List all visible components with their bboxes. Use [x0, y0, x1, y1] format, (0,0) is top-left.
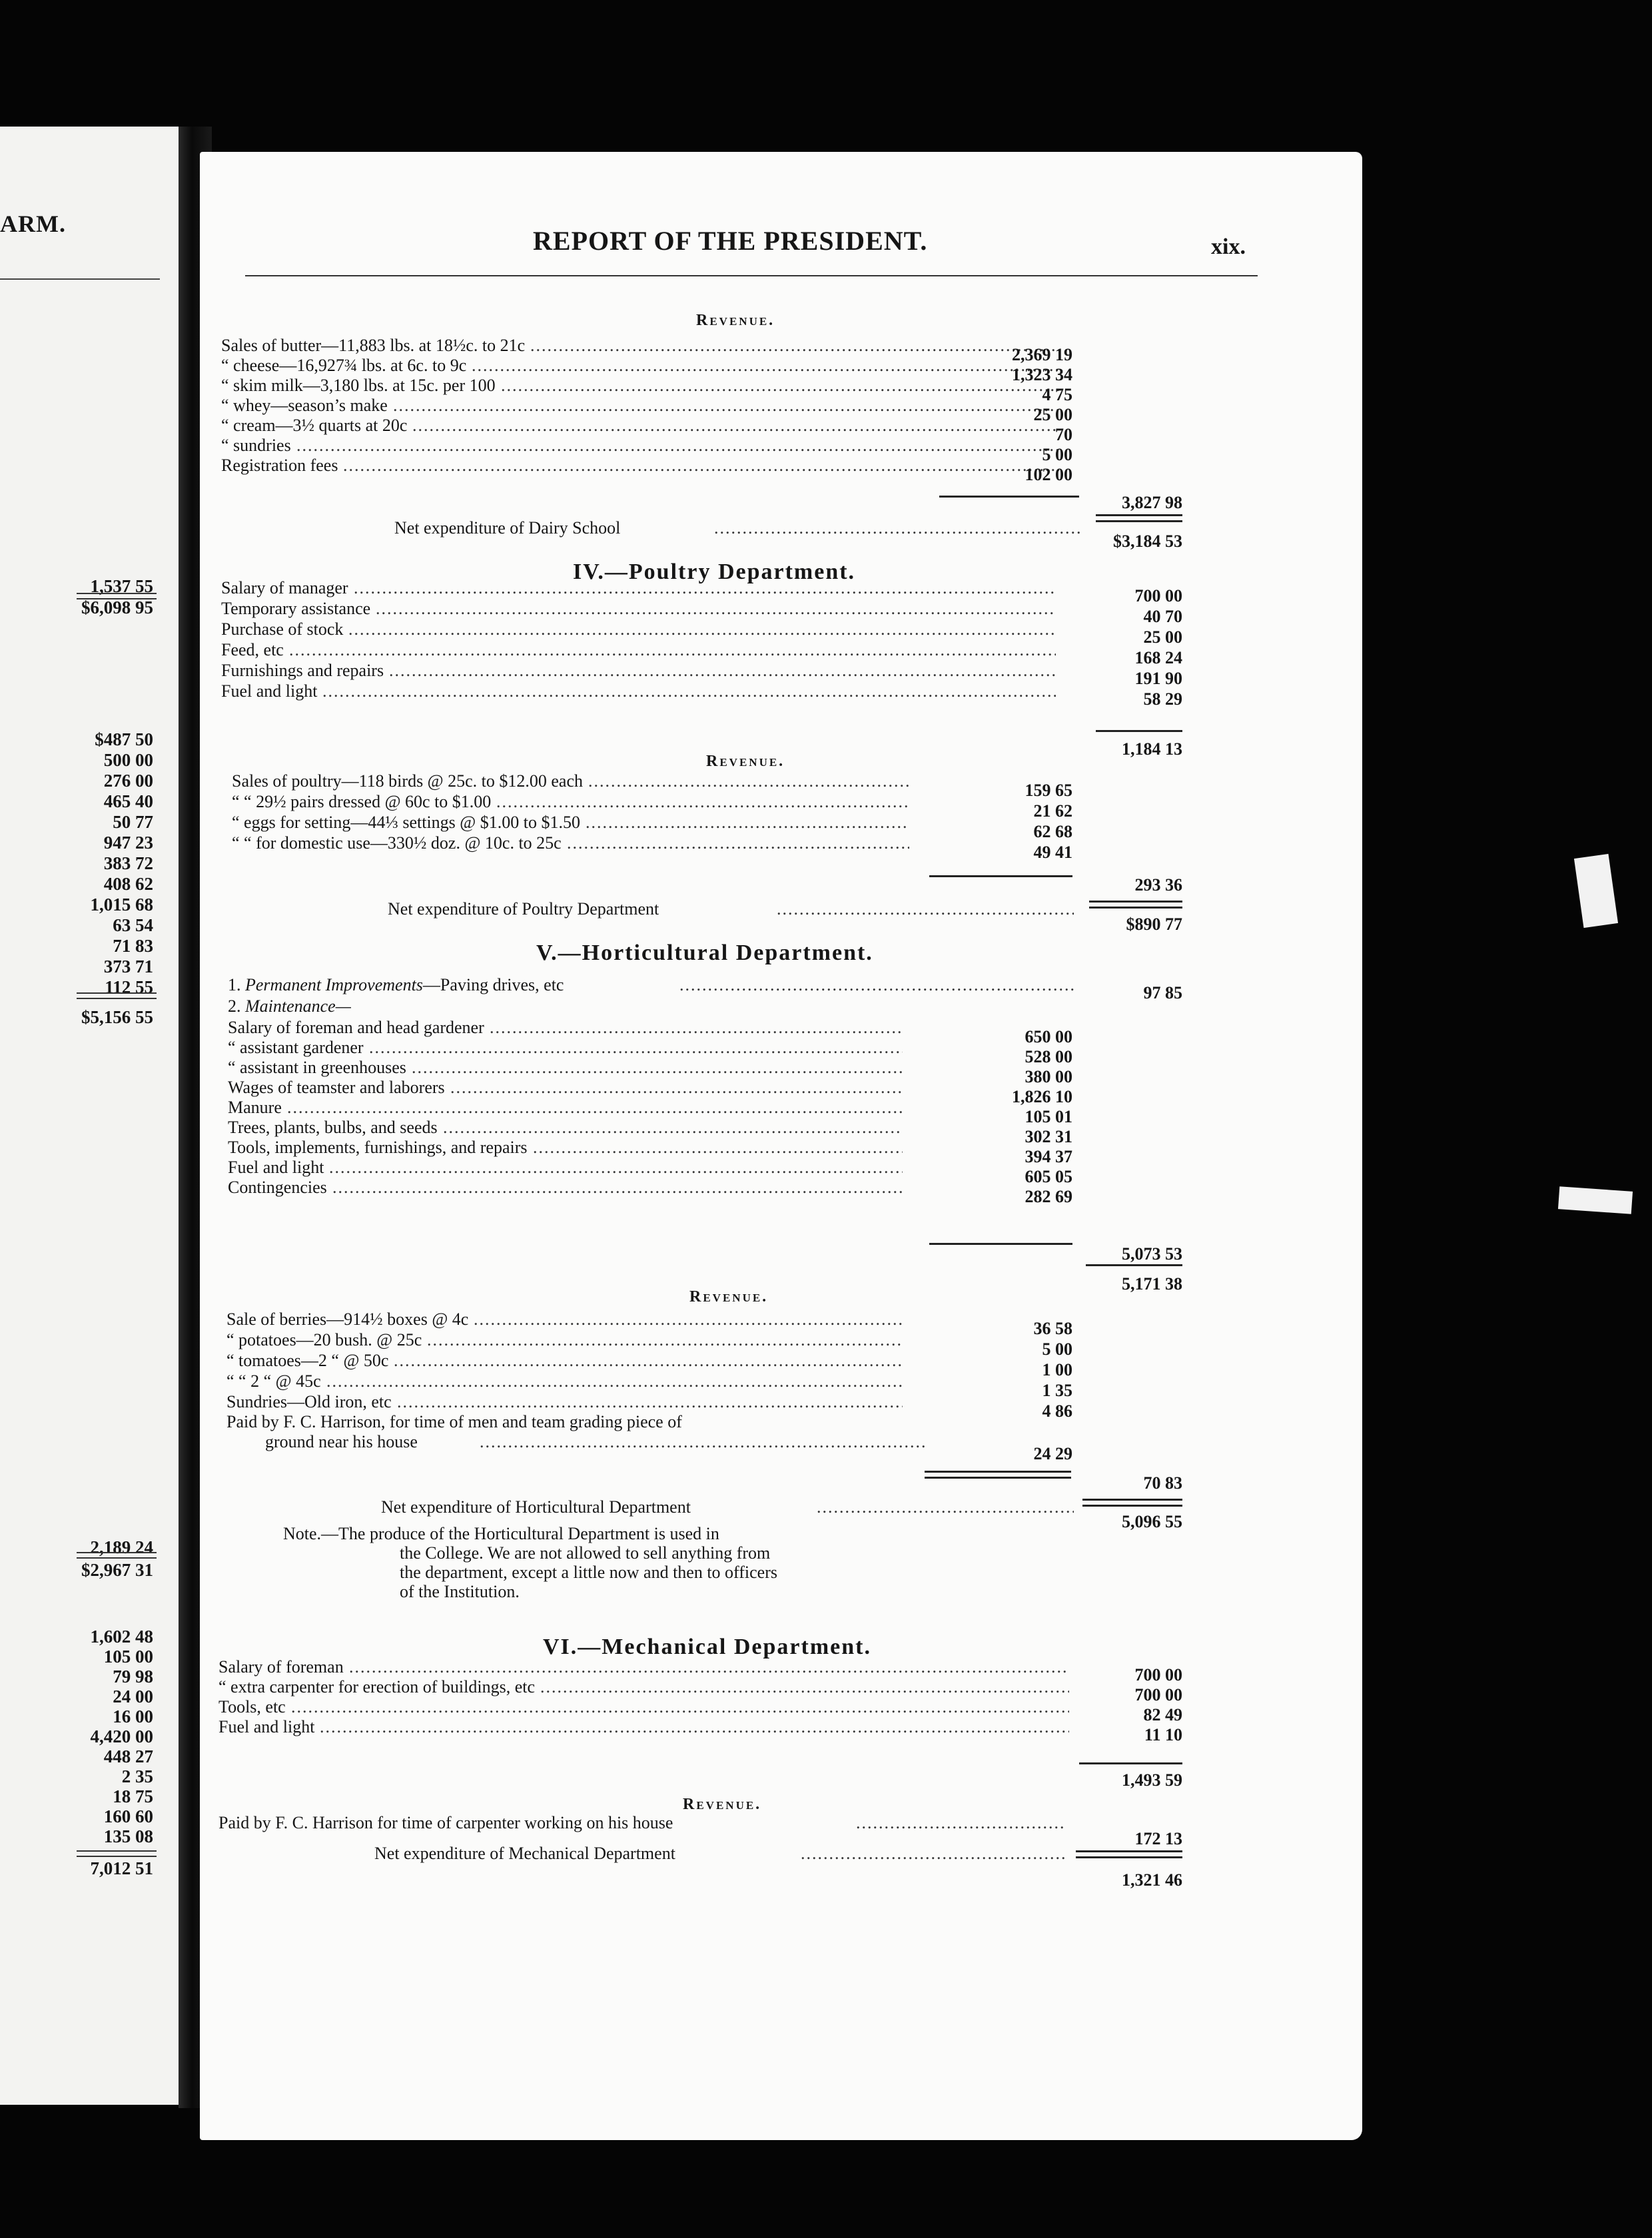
note-line: Note.—The produce of the Horticultural Department is used in: [283, 1524, 719, 1543]
row-leader: [533, 1138, 903, 1158]
row-value: 528 00: [1025, 1047, 1072, 1066]
row-label: Tools, etc: [218, 1697, 286, 1716]
hort-revenue-heading: Revenue.: [689, 1288, 769, 1306]
hort-grand-total: 5,171 38: [1122, 1274, 1182, 1294]
row-label: Temporary assistance: [221, 599, 371, 618]
row-value: 2,369 19: [1012, 345, 1072, 364]
row-label: Wages of teamster and laborers: [228, 1078, 445, 1097]
row-value: 105 01: [1025, 1107, 1072, 1126]
left-value: 2,189 24: [90, 1537, 153, 1557]
row-value: 700 00: [1134, 1685, 1182, 1704]
row-label: Feed, etc: [221, 640, 284, 659]
dairy-revenue-heading: Revenue.: [696, 312, 775, 329]
mech-net-label: Net expenditure of Mechanical Department: [374, 1844, 675, 1863]
mech-expense-total: 1,493 59: [1122, 1770, 1182, 1790]
row-leader: [474, 1309, 903, 1329]
hort-paid-line-1: Paid by F. C. Harrison, for time of men and team grading piece of: [226, 1412, 682, 1431]
hort-net-label: Net expenditure of Horticultural Department: [381, 1497, 691, 1517]
left-value: 276 00: [103, 771, 153, 791]
left-value: 16 00: [113, 1706, 153, 1726]
poultry-revenue-heading: Revenue.: [706, 753, 785, 770]
row-label: Fuel and light: [221, 681, 318, 701]
row-value: 168 24: [1134, 648, 1182, 667]
hort-net-value: 5,096 55: [1122, 1512, 1182, 1531]
left-value: 50 77: [113, 812, 153, 832]
row-value: 700 00: [1134, 1665, 1182, 1684]
left-value: 1,602 48: [90, 1627, 153, 1647]
mech-paid-value: 172 13: [1134, 1829, 1182, 1848]
row-value: 191 90: [1134, 669, 1182, 688]
dairy-net-value: $3,184 53: [1113, 532, 1182, 551]
row-leader: [326, 1371, 903, 1391]
perm-number: 1.: [228, 975, 241, 994]
row-leader: [389, 661, 1056, 681]
left-value: 71 83: [113, 936, 153, 956]
perm-value: 97 85: [1143, 983, 1182, 1002]
hort-maint-total: 5,073 53: [1122, 1244, 1182, 1264]
row-label: Sundries—Old iron, etc: [226, 1392, 392, 1411]
row-label: Sales of poultry—118 birds @ 25c. to $12.00 each: [232, 771, 584, 791]
mechanical-department-title: [543, 1635, 871, 1660]
poultry-net-label: Net expenditure of Poultry Department: [388, 899, 659, 919]
row-value: 11 10: [1144, 1725, 1182, 1744]
row-leader: [394, 1351, 903, 1371]
row-leader: [450, 1078, 903, 1098]
row-value: 58 29: [1143, 689, 1182, 709]
row-leader: [369, 1038, 903, 1058]
row-value: 5 00: [1042, 445, 1072, 464]
perm-leader: [679, 975, 1074, 995]
row-label: “ eggs for setting—44⅓ settings @ $1.00 to $1.50: [232, 813, 580, 832]
note-line: the department, except a little now and then to officers: [400, 1563, 777, 1582]
row-leader: [376, 599, 1056, 619]
row-label: Salary of manager: [221, 578, 348, 597]
row-leader: [287, 1098, 903, 1118]
maintenance-line: [228, 996, 351, 1016]
left-running-head: ARM.: [0, 210, 66, 237]
row-label: “ cream—3½ quarts at 20c: [221, 416, 408, 435]
row-value: 102 00: [1025, 465, 1072, 484]
row-value: 62 68: [1033, 822, 1072, 841]
dairy-net-rule: [1096, 514, 1182, 521]
row-label: “ “ 2 “ @ 45c: [226, 1371, 321, 1391]
row-leader: [354, 578, 1056, 598]
mechanical-title-text: VI.—Mechanical Department.: [543, 1635, 871, 1659]
row-value: 282 69: [1025, 1187, 1072, 1206]
horticultural-title-text: V.—Horticultural Department.: [536, 940, 873, 965]
row-value: 82 49: [1143, 1705, 1182, 1724]
permanent-improvements-line: [228, 975, 564, 995]
left-facing-page: [0, 127, 183, 2105]
left-value: $5,156 55: [81, 1007, 153, 1027]
row-leader: [586, 813, 909, 833]
row-leader: [322, 681, 1056, 701]
row-value: 605 05: [1025, 1167, 1072, 1186]
row-value: 650 00: [1025, 1027, 1072, 1046]
row-value: 1 35: [1042, 1381, 1072, 1400]
row-label: “ whey—season’s make: [221, 396, 388, 415]
row-value: 700 00: [1134, 586, 1182, 605]
row-label: “ assistant gardener: [228, 1038, 364, 1057]
row-label: “ extra carpenter for erection of buildings, etc: [218, 1677, 535, 1696]
hort-net-leader: [817, 1497, 1074, 1517]
row-label: “ skim milk—3,180 lbs. at 15c. per 100: [221, 376, 496, 395]
report-page: [200, 152, 1362, 2140]
left-value: 500 00: [103, 750, 153, 770]
mech-revenue-heading: Revenue.: [683, 1796, 762, 1813]
row-value: 1,323 34: [1012, 365, 1072, 384]
row-leader: [540, 1677, 1069, 1697]
dairy-revenue-total: 3,827 98: [1122, 493, 1182, 512]
poultry-revenue-rule: [929, 875, 1072, 877]
row-leader: [427, 1330, 903, 1350]
horticultural-department-title: [536, 940, 873, 966]
row-leader: [490, 1018, 903, 1038]
poultry-revenue-total: 293 36: [1134, 875, 1182, 895]
row-leader: [393, 396, 1059, 416]
row-value: 159 65: [1025, 781, 1072, 800]
row-label: “ “ for domestic use—330½ doz. @ 10c. to 25c: [232, 833, 562, 853]
row-leader: [567, 833, 909, 853]
row-leader: [343, 456, 1059, 476]
row-leader: [588, 771, 909, 791]
row-label: Fuel and light: [228, 1158, 324, 1177]
row-leader: [296, 436, 1059, 456]
left-value: $487 50: [95, 729, 153, 749]
row-value: 4 86: [1042, 1401, 1072, 1421]
page-number: xix.: [1211, 234, 1246, 259]
row-leader: [329, 1158, 903, 1178]
hort-paid-leader: [480, 1432, 927, 1452]
dairy-net-label: Net expenditure of Dairy School: [394, 518, 621, 538]
poultry-expense-rule: [1096, 730, 1182, 732]
row-leader: [320, 1717, 1069, 1737]
mech-paid-label: Paid by F. C. Harrison for time of carpenter working on his house: [218, 1813, 673, 1832]
left-value: 7,012 51: [90, 1858, 153, 1878]
row-leader: [332, 1178, 903, 1198]
hort-revenue-total: 70 83: [1143, 1473, 1182, 1493]
row-label: Furnishings and repairs: [221, 661, 384, 680]
left-head-rule: [0, 278, 160, 280]
row-label: Registration fees: [221, 456, 338, 475]
head-rule: [245, 275, 1258, 276]
row-label: Fuel and light: [218, 1717, 315, 1736]
left-value: 79 98: [113, 1667, 153, 1686]
row-value: 1,826 10: [1012, 1087, 1072, 1106]
dust-speck: [1558, 1186, 1633, 1214]
note-line: the College. We are not allowed to sell anything from: [400, 1543, 771, 1563]
poultry-title-text: IV.—Poultry Department.: [573, 560, 856, 584]
left-value: 383 72: [103, 853, 153, 873]
poultry-net-rule: [1089, 901, 1182, 907]
row-leader: [472, 356, 1059, 376]
hort-revenue-rule: [925, 1471, 1071, 1477]
row-value: 1 00: [1042, 1360, 1072, 1379]
row-label: Sales of butter—11,883 lbs. at 18½c. to 21c: [221, 336, 526, 355]
row-value: 25 00: [1143, 627, 1182, 647]
left-value: 448 27: [103, 1746, 153, 1766]
row-value: 49 41: [1033, 843, 1072, 862]
perm-label: Permanent Improvements: [245, 975, 423, 994]
row-leader: [348, 619, 1056, 639]
row-label: “ tomatoes—2 “ @ 50c: [226, 1351, 389, 1370]
row-label: “ assistant in greenhouses: [228, 1058, 406, 1077]
left-value: 135 08: [103, 1826, 153, 1846]
row-value: 394 37: [1025, 1147, 1072, 1166]
mech-net-value: 1,321 46: [1122, 1870, 1182, 1890]
mech-expense-rule: [1079, 1762, 1182, 1764]
row-value: 36 58: [1033, 1319, 1072, 1338]
dairy-revenue-rule: [939, 496, 1079, 498]
row-value: 4 75: [1042, 385, 1072, 404]
running-head: REPORT OF THE PRESIDENT.: [533, 226, 928, 256]
left-value: 18 75: [113, 1786, 153, 1806]
row-label: “ potatoes—20 bush. @ 25c: [226, 1330, 422, 1349]
row-value: 5 00: [1042, 1339, 1072, 1359]
row-leader: [412, 416, 1059, 436]
left-value: $2,967 31: [81, 1560, 153, 1580]
note-line: of the Institution.: [400, 1582, 520, 1601]
left-value: 160 60: [103, 1806, 153, 1826]
row-leader: [496, 792, 909, 812]
left-value: 112 55: [105, 977, 153, 997]
row-leader: [412, 1058, 903, 1078]
perm-rest: —Paving drives, etc: [422, 975, 564, 994]
dust-speck: [1574, 854, 1618, 928]
hort-paid-line-2: ground near his house: [265, 1432, 418, 1451]
row-leader: [349, 1657, 1069, 1677]
row-label: Sale of berries—914½ boxes @ 4c: [226, 1309, 469, 1329]
left-value: 408 62: [103, 874, 153, 894]
row-leader: [443, 1118, 903, 1138]
row-leader: [289, 640, 1056, 660]
row-label: Salary of foreman and head gardener: [228, 1018, 484, 1037]
mech-paid-leader: [856, 1813, 1066, 1833]
left-value: 1,537 55: [90, 576, 153, 596]
left-value: 1,015 68: [90, 895, 153, 915]
row-value: 302 31: [1025, 1127, 1072, 1146]
left-value: 105 00: [103, 1647, 153, 1667]
row-label: “ sundries: [221, 436, 291, 455]
left-value: 465 40: [103, 791, 153, 811]
row-label: Manure: [228, 1098, 282, 1117]
row-label: Trees, plants, bulbs, and seeds: [228, 1118, 438, 1137]
left-value: 373 71: [103, 956, 153, 976]
row-value: 70: [1055, 425, 1072, 444]
left-value: 947 23: [103, 833, 153, 853]
left-value: 24 00: [113, 1686, 153, 1706]
left-value: $6,098 95: [81, 597, 153, 617]
left-value: 2 35: [121, 1766, 153, 1786]
row-value: 25 00: [1033, 405, 1072, 424]
row-label: Contingencies: [228, 1178, 327, 1197]
hort-net-rule: [1082, 1499, 1182, 1505]
row-label: Tools, implements, furnishings, and repairs: [228, 1138, 528, 1157]
left-value: 4,420 00: [90, 1726, 153, 1746]
row-label: Salary of foreman: [218, 1657, 344, 1677]
hort-grand-rule: [1086, 1264, 1182, 1266]
row-label: “ “ 29½ pairs dressed @ 60c to $1.00: [232, 792, 492, 811]
poultry-net-value: $890 77: [1126, 915, 1182, 934]
hort-maint-rule: [929, 1243, 1072, 1245]
maint-label: Maintenance—: [245, 996, 351, 1016]
row-value: 21 62: [1033, 801, 1072, 821]
row-label: “ cheese—16,927¾ lbs. at 6c. to 9c: [221, 356, 467, 375]
row-label: Purchase of stock: [221, 619, 344, 639]
left-value: 63 54: [113, 915, 153, 935]
poultry-expense-total: 1,184 13: [1122, 739, 1182, 759]
mech-net-leader: [801, 1844, 1067, 1864]
mech-net-rule: [1076, 1850, 1182, 1857]
row-value: 380 00: [1025, 1067, 1072, 1086]
row-value: 40 70: [1143, 607, 1182, 626]
dairy-net-leader: [714, 518, 1080, 538]
row-leader: [291, 1697, 1069, 1717]
hort-paid-value: 24 29: [1033, 1444, 1072, 1463]
maint-number: 2.: [228, 996, 241, 1016]
row-leader: [397, 1392, 903, 1412]
poultry-net-leader: [777, 899, 1074, 919]
